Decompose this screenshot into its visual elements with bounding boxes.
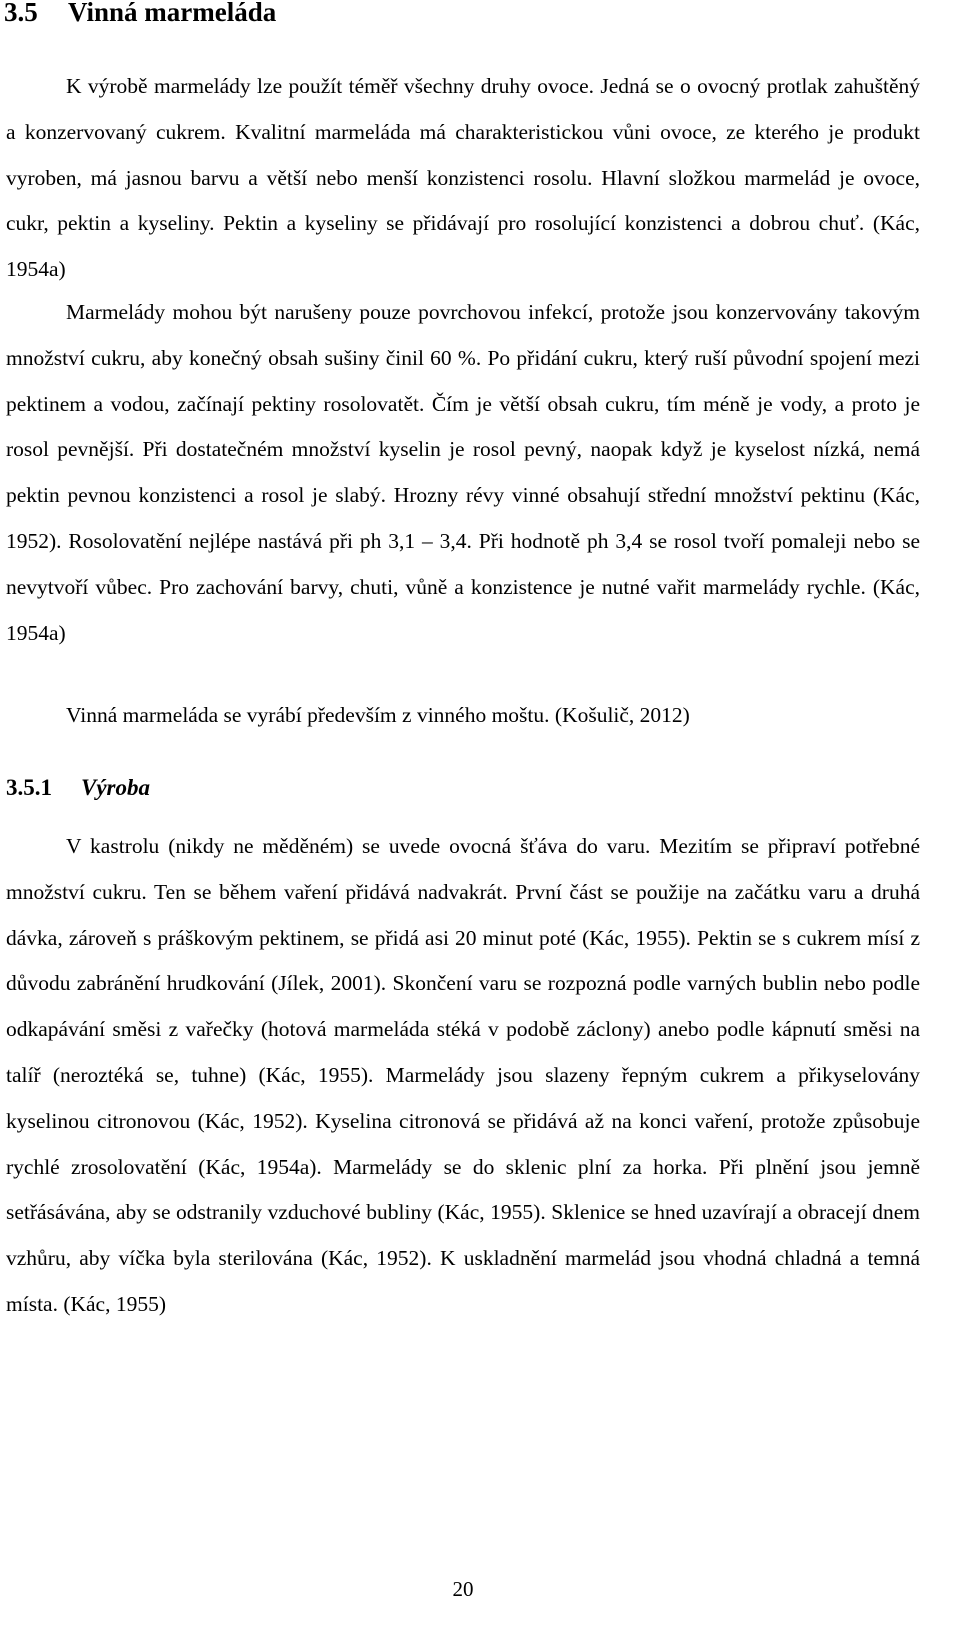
subsection-heading	[6, 766, 150, 810]
paragraph-production: V kastrolu (nikdy ne měděném) se uvede ovocná šťáva do varu. Mezitím se připraví potřebné množství cukru. Ten se během vaření přidává nadvakrát. První část se použije na začátku varu a druhá dávka, zároveň s práškovým pektinem, se přidá asi 20 minut poté (Kác, 1955). Pektin se s cukrem mísí z důvodu zabránění hrudkování (Jílek, 2001). Skončení varu se rozpozná podle varných bublin nebo podle odkapávání směsi z vařečky (hotová marmeláda stéká v podobě záclony) anebo podle kápnutí směsi na talíř (neroztéká se, tuhne) (Kác, 1955). Marmelády jsou slazeny řepným cukrem a přikyselovány kyselinou citronovou (Kác, 1952). Kyselina citronová se přidává až na konci vaření, protože způsobuje rychlé zrosolovatění (Kác, 1954a). Marmelády se do sklenic plní za horka. Při plnění jsou jemně setřásávána, aby se odstranily vzduchové bubliny (Kác, 1955). Sklenice se hned uzavírají a obracejí dnem vzhůru, aby víčka byla sterilována (Kác, 1952). K uskladnění marmelád jsou vhodná chladná a temná místa. (Kác, 1955)	[6, 834, 920, 1316]
page-number: 20	[452, 1577, 474, 1601]
subsection-title: Výroba	[81, 775, 150, 800]
section-title: Vinná marmeláda	[68, 0, 277, 27]
paragraph-wine-jam: Vinná marmeláda se vyrábí především z vinného moštu. (Košulič, 2012)	[66, 703, 690, 727]
section-heading	[4, 0, 276, 30]
section-number: 3.5	[4, 0, 38, 27]
paragraph-preservation: Marmelády mohou být narušeny pouze povrchovou infekcí, protože jsou konzervovány takovým množství cukru, aby konečný obsah sušiny činil 60 %. Po přidání cukru, který ruší původní spojení mezi pektinem a vodou, začínají pektiny rosolovatět. Čím je větší obsah cukru, tím méně je vody, a proto je rosol pevnější. Při dostatečném množství kyselin je rosol pevný, naopak když je kyselost nízká, nemá pektin pevnou konzistenci a rosol je slabý. Hrozny révy vinné obsahují střední množství pektinu (Kác, 1952). Rosolovatění nejlépe nastává při ph 3,1 – 3,4. Při hodnotě ph 3,4 se rosol tvoří pomaleji nebo se nevytvoří vůbec. Pro zachování barvy, chuti, vůně a konzistence je nutné vařit marmelády rychle. (Kác, 1954a)	[6, 300, 920, 645]
paragraph-intro: K výrobě marmelády lze použít téměř všechny druhy ovoce. Jedná se o ovocný protlak zahuštěný a konzervovaný cukrem. Kvalitní marmeláda má charakteristickou vůni ovoce, ze kterého je produkt vyroben, má jasnou barvu a větší nebo menší konzistenci rosolu. Hlavní složkou marmelád je ovoce, cukr, pektin a kyseliny. Pektin a kyseliny se přidávají pro rosolující konzistenci a dobrou chuť. (Kác, 1954a)	[6, 74, 920, 282]
subsection-number: 3.5.1	[6, 775, 52, 800]
